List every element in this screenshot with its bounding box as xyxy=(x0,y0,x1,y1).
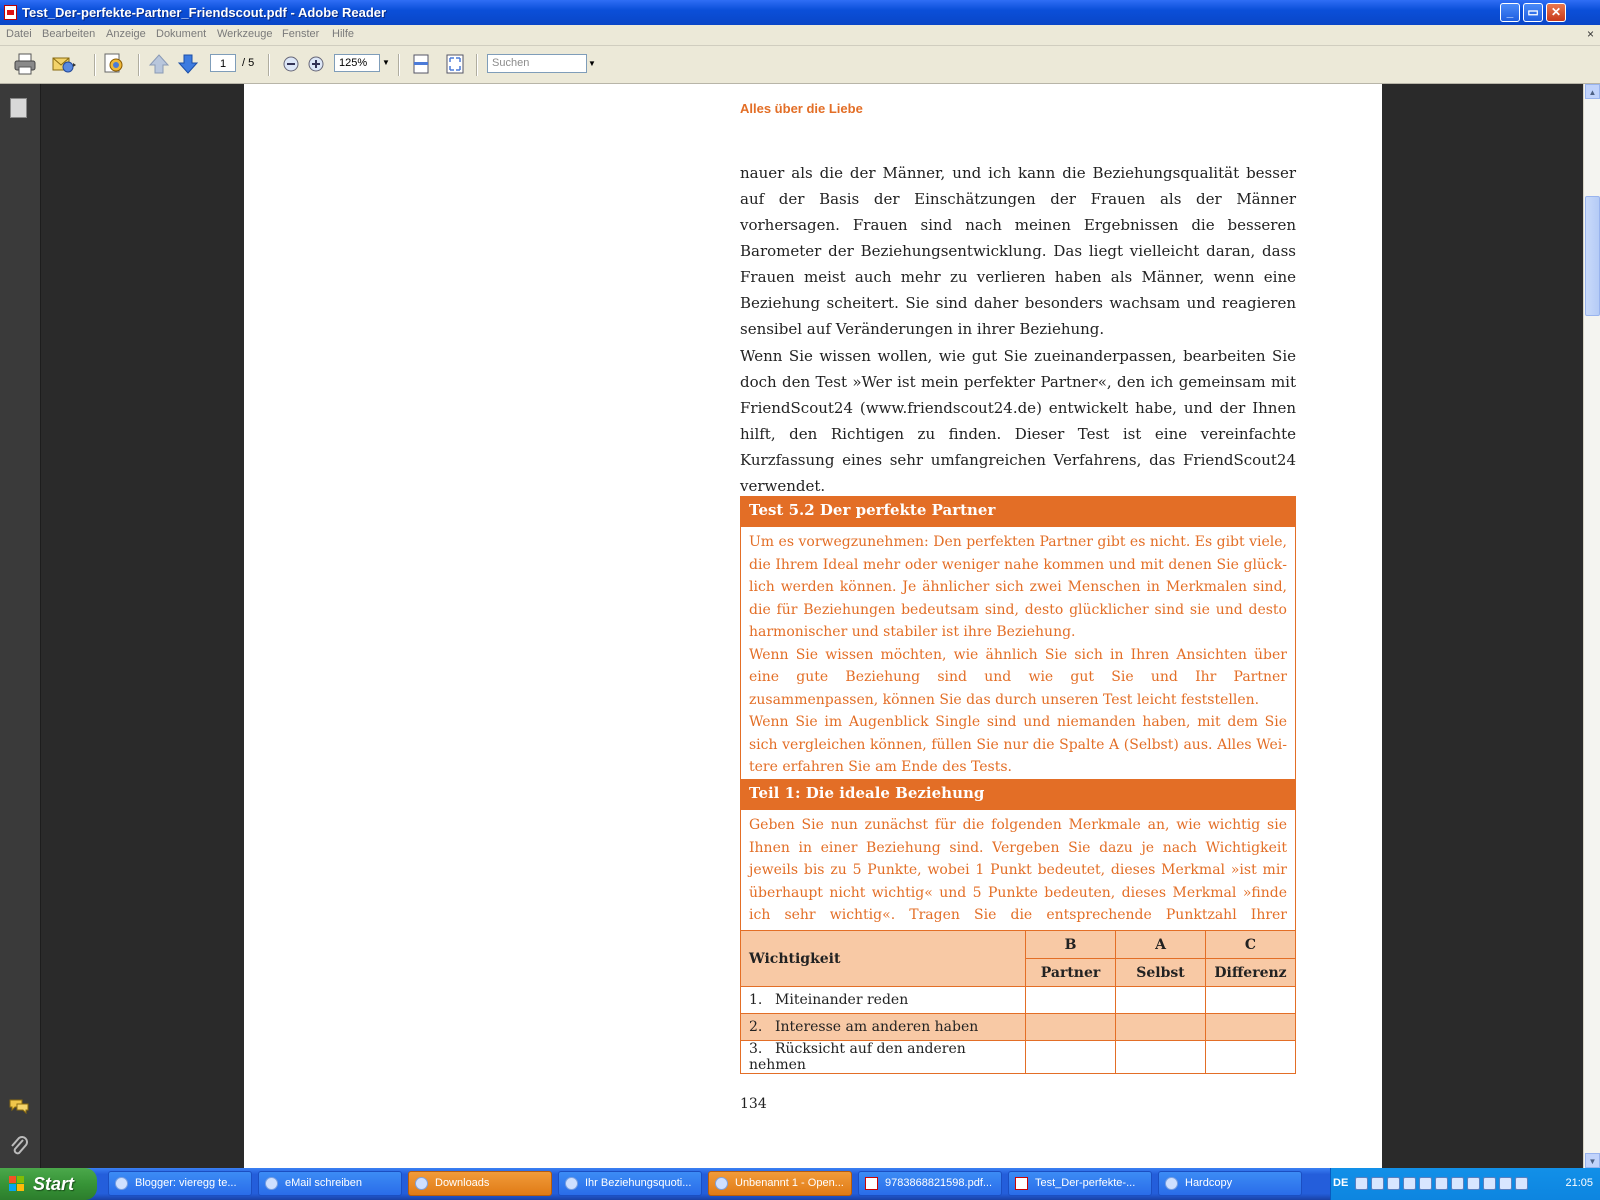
start-button[interactable] xyxy=(0,1168,97,1200)
pdf-page xyxy=(244,84,1382,1168)
toolbar-separator xyxy=(476,54,478,76)
scroll-thumb[interactable] xyxy=(1585,196,1600,316)
browser-icon xyxy=(565,1177,578,1190)
tray-icon[interactable] xyxy=(1355,1177,1368,1190)
part1-title: Teil 1: Die ideale Beziehung xyxy=(741,780,1295,810)
part1-box xyxy=(740,780,1296,931)
adobe-pdf-icon xyxy=(4,5,17,20)
tray-icon[interactable] xyxy=(1403,1177,1416,1190)
search-dropdown-icon[interactable]: ▼ xyxy=(588,59,596,68)
row-label: Interesse am anderen haben xyxy=(775,1019,979,1035)
tray-icon[interactable] xyxy=(1467,1177,1480,1190)
table-row xyxy=(741,1014,1296,1041)
toolbar xyxy=(0,46,1600,84)
pdf-icon xyxy=(1015,1177,1028,1190)
body-paragraph-2: Wenn Sie wissen wollen, wie gut Sie zueinanderpassen, bearbeiten Sie doch den Test »Wer ist mein perfekter Partner«, den ich gemeinsam mit FriendScout24 (www.friendscout24.de) entwickelt habe, und der Ihnen hilft, den Richtigen zu finden. Dieser Test ist eine vereinfachte Kurzfassung eines sehr umfangreichen Verfahrens, das FriendScout24 verwendet. xyxy=(740,347,1296,495)
task-downloads[interactable]: Downloads xyxy=(408,1171,552,1196)
browser-icon xyxy=(115,1177,128,1190)
row-label: Rücksicht auf den anderen nehmen xyxy=(749,1041,966,1073)
row-number: 3. xyxy=(749,1041,763,1057)
close-button[interactable]: ✕ xyxy=(1546,3,1566,22)
table-row-header: Wichtigkeit xyxy=(741,931,1026,987)
differenz-cell xyxy=(1206,987,1296,1014)
differenz-cell xyxy=(1206,1014,1296,1041)
taskbar xyxy=(0,1168,1600,1200)
page-folio: 134 xyxy=(740,1096,767,1112)
table-row-label xyxy=(741,987,1026,1014)
test-box xyxy=(740,496,1296,780)
scroll-up-arrow-icon[interactable]: ▲ xyxy=(1585,84,1600,99)
tray-icon[interactable] xyxy=(1499,1177,1512,1190)
test-title: Test 5.2 Der perfekte Partner xyxy=(741,497,1295,527)
running-head: Alles über die Liebe xyxy=(740,101,863,116)
importance-table xyxy=(740,930,1296,1074)
tray-icon[interactable] xyxy=(1483,1177,1496,1190)
menu-bar xyxy=(0,25,1600,46)
restore-button[interactable]: ▭ xyxy=(1523,3,1543,22)
minimize-button[interactable]: _ xyxy=(1500,3,1520,22)
menu-datei[interactable]: Datei xyxy=(6,28,32,40)
navigation-panel xyxy=(0,84,41,1168)
system-tray xyxy=(1330,1168,1600,1200)
task-beziehungsquotient[interactable]: Ihr Beziehungsquoti... xyxy=(558,1171,702,1196)
zoom-in-icon[interactable] xyxy=(303,52,329,76)
column-selbst: Selbst xyxy=(1116,959,1206,987)
browser-icon xyxy=(415,1177,428,1190)
toolbar-separator xyxy=(398,54,400,76)
menu-bearbeiten[interactable]: Bearbeiten xyxy=(42,28,96,40)
vertical-scrollbar[interactable] xyxy=(1583,84,1600,1168)
search-input[interactable]: Suchen xyxy=(487,54,587,73)
document-viewport[interactable] xyxy=(41,84,1583,1168)
column-letter-a: A xyxy=(1116,931,1206,959)
windows-flag-icon xyxy=(9,1176,25,1192)
tray-icon[interactable] xyxy=(1371,1177,1384,1190)
search-doc-icon[interactable] xyxy=(101,52,127,76)
pages-panel-icon[interactable] xyxy=(10,98,27,118)
menu-anzeige[interactable]: Anzeige xyxy=(106,28,146,40)
partner-cell xyxy=(1026,987,1116,1014)
menu-fenster[interactable]: Fenster xyxy=(282,28,320,40)
tray-icon[interactable] xyxy=(1451,1177,1464,1190)
partner-cell xyxy=(1026,1014,1116,1041)
tray-icon[interactable] xyxy=(1515,1177,1528,1190)
table-row xyxy=(741,1041,1296,1074)
tray-icon[interactable] xyxy=(1387,1177,1400,1190)
column-partner: Partner xyxy=(1026,959,1116,987)
body-paragraph-1: nauer als die der Männer, und ich kann die Beziehungsqualität besser auf der Basis der Einschätzungen der Frauen als der Männer vorhersagen. Frauen sind nach meinen Ergebnissen die besseren Barometer der Beziehungsentwicklung. Das liegt vielleicht daran, dass Frauen meist auch mehr zu verlieren haben als Männer, wenn eine Beziehung scheitert. Sie sind daher besonders wachsam und reagieren sensibel auf Veränderungen in ihrer Beziehung. xyxy=(740,164,1296,338)
pdf-icon xyxy=(865,1177,878,1190)
menu-hilfe[interactable]: Hilfe xyxy=(332,28,355,40)
next-page-icon[interactable] xyxy=(175,52,201,76)
table-row xyxy=(741,987,1296,1014)
window-title: Test_Der-perfekte-Partner_Friendscout.pdf - Adobe Reader xyxy=(22,5,387,20)
toolbar-separator xyxy=(94,54,96,76)
clock: 21:05 xyxy=(1565,1177,1593,1189)
title-bar xyxy=(0,0,1600,25)
selbst-cell xyxy=(1116,1041,1206,1074)
tray-icon[interactable] xyxy=(1435,1177,1448,1190)
menu-dokument[interactable]: Dokument xyxy=(156,28,207,40)
toolbar-separator xyxy=(138,54,140,76)
row-number: 1. xyxy=(749,992,763,1008)
differenz-cell xyxy=(1206,1041,1296,1074)
table-row-label xyxy=(741,1014,1026,1041)
row-number: 2. xyxy=(749,1019,763,1035)
language-indicator[interactable]: DE xyxy=(1333,1177,1349,1189)
attachments-icon[interactable] xyxy=(9,1134,29,1156)
partner-cell xyxy=(1026,1041,1116,1074)
close-document-button[interactable]: × xyxy=(1586,27,1594,41)
zoom-out-icon[interactable] xyxy=(278,52,304,76)
part1-text: Geben Sie nun zunächst für die folgenden Merkmale an, wie wichtig sie Ihnen in einer Beziehung sind. Vergeben Sie dazu je nach Wichtigkeit jeweils bis zu 5 Punkte, wobei 1 Punkt bedeutet, dieses Merkmal »ist mir überhaupt nicht wichtig« und 5 Punkte bedeuten, dieses Merkmal »finde ich sehr wichtig«. Tragen Sie die entsprechende Punktzahl Ihrer xyxy=(749,817,1287,923)
zoom-level-input[interactable]: 125% xyxy=(334,54,380,72)
column-differenz: Differenz xyxy=(1206,959,1296,987)
selbst-cell xyxy=(1116,987,1206,1014)
task-pdf-2[interactable]: Test_Der-perfekte-... xyxy=(1008,1171,1152,1196)
page-number-input[interactable]: 1 xyxy=(210,54,236,72)
page-total: / 5 xyxy=(242,57,255,69)
document-icon xyxy=(715,1177,728,1190)
start-label: Start xyxy=(33,1174,75,1194)
menu-werkzeuge[interactable]: Werkzeuge xyxy=(217,28,273,40)
row-label: Miteinander reden xyxy=(775,992,909,1008)
test-intro-paragraph-2: Wenn Sie wissen möchten, wie ähnlich Sie sich in Ihren Ansichten über eine gute Beziehung sind und wie gut Sie und Ihr Partner zusammenpassen, können Sie das durch unseren Test leicht feststellen. xyxy=(749,646,1287,708)
column-letter-c: C xyxy=(1206,931,1296,959)
selbst-cell xyxy=(1116,1014,1206,1041)
column-letter-b: B xyxy=(1026,931,1116,959)
task-hardcopy[interactable]: Hardcopy xyxy=(1158,1171,1302,1196)
task-pdf-1[interactable]: 9783868821598.pdf... xyxy=(858,1171,1002,1196)
print-icon[interactable] xyxy=(12,52,38,76)
fit-width-icon[interactable] xyxy=(408,52,434,76)
tray-icon[interactable] xyxy=(1419,1177,1432,1190)
task-openoffice[interactable]: Unbenannt 1 - Open... xyxy=(708,1171,852,1196)
test-intro-paragraph-3: Wenn Sie im Augenblick Single sind und niemanden haben, mit dem Sie sich vergleichen können, füllen Sie nur die Spalte A (Selbst) aus. Alles Weitere erfahren Sie am Ende des Tests. xyxy=(749,714,1287,775)
zoom-dropdown-icon[interactable]: ▼ xyxy=(382,58,390,67)
toolbar-separator xyxy=(268,54,270,76)
hardcopy-icon xyxy=(1165,1177,1178,1190)
table-row-label xyxy=(741,1041,1026,1074)
task-blogger[interactable]: Blogger: vieregg te... xyxy=(108,1171,252,1196)
comments-icon[interactable] xyxy=(8,1098,30,1114)
browser-icon xyxy=(265,1177,278,1190)
test-intro-paragraph-1: Um es vorwegzunehmen: Den perfekten Partner gibt es nicht. Es gibt viele, die Ihrem Ideal mehr oder weniger nahe kommen und mit denen Sie glücklich werden können. Je ähnlicher sich zwei Menschen in Merkmalen sind, die für Beziehungen bedeutsam sind, desto glücklicher sind sie und desto harmonischer und stabiler ist ihre Beziehung. xyxy=(749,534,1287,640)
email-icon[interactable] xyxy=(50,52,76,76)
full-page-icon[interactable] xyxy=(442,52,468,76)
prev-page-icon[interactable] xyxy=(146,52,172,76)
test-intro xyxy=(741,527,1295,783)
scroll-down-arrow-icon[interactable]: ▼ xyxy=(1585,1153,1600,1168)
task-email[interactable]: eMail schreiben xyxy=(258,1171,402,1196)
